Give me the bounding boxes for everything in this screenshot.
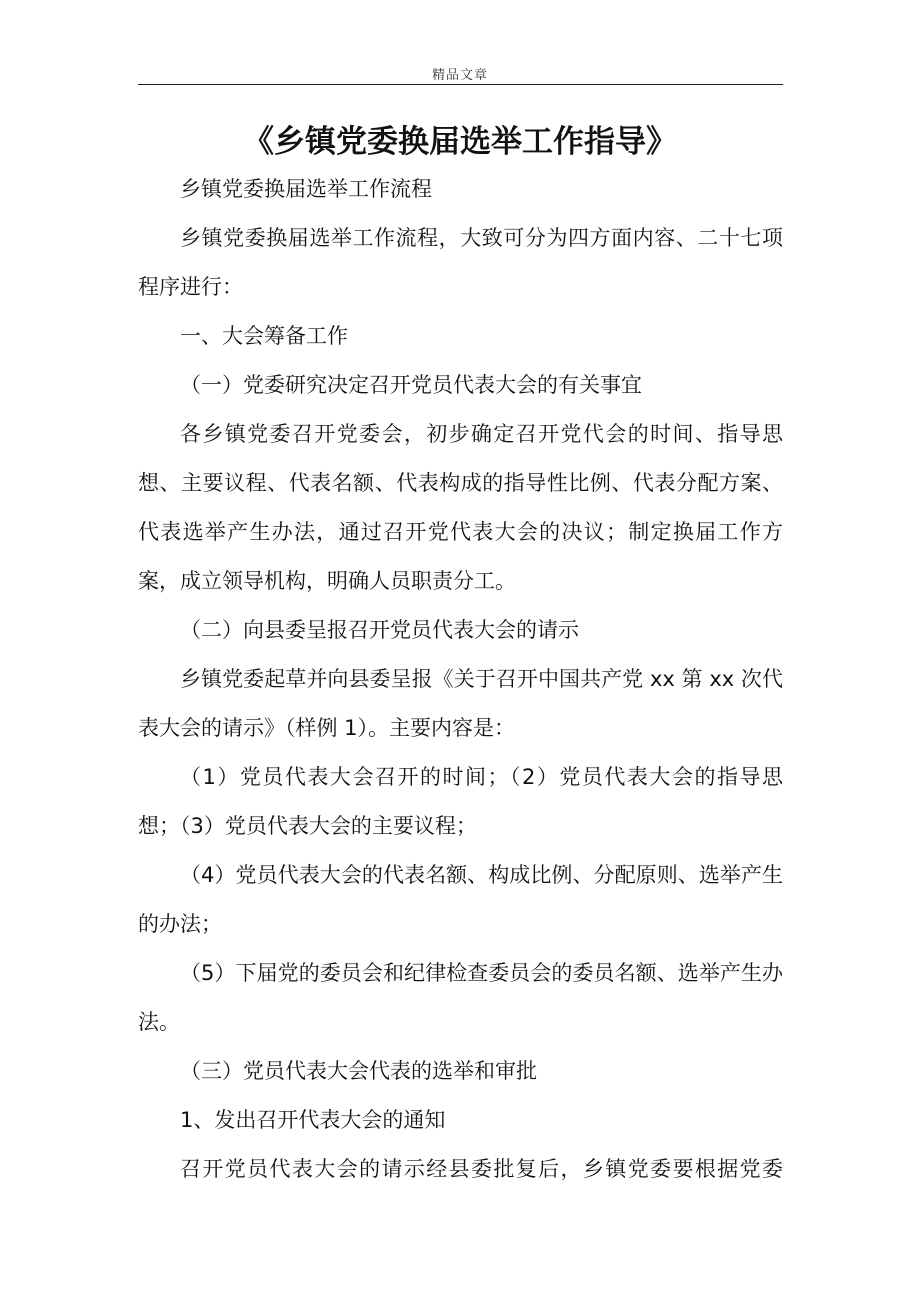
document-title: 《乡镇党委换届选举工作指导》 xyxy=(243,124,677,160)
document-body xyxy=(138,165,783,1194)
paragraph-body-continued: 召开党员代表大会的请示经县委批复后，乡镇党委要根据党委 xyxy=(180,1157,783,1181)
numbered-heading: 1、发出召开代表大会的通知 xyxy=(180,1108,446,1132)
list-item: （5）下届党的委员会和纪律检查委员会的委员名额、选举产生办法。 xyxy=(138,961,783,1034)
subsection-heading-3: （三）党员代表大会代表的选举和审批 xyxy=(180,1059,537,1083)
paragraph-subtitle: 乡镇党委换届选举工作流程 xyxy=(180,177,432,201)
subsection-heading-2: （二）向县委呈报召开党员代表大会的请示 xyxy=(180,618,579,642)
paragraph-body: 乡镇党委起草并向县委呈报《关于召开中国共产党 xx 第 xx 次代表大会的请示》（样例 1）。主要内容是： xyxy=(138,667,783,740)
paragraph-body: 各乡镇党委召开党委会，初步确定召开党代会的时间、指导思想、主要议程、代表名额、代表构成的指导性比例、代表分配方案、代表选举产生办法，通过召开党代表大会的决议；制定换届工作方案，成立领导机构，明确人员职责分工。 xyxy=(138,422,783,593)
page-header: 精品文章 xyxy=(431,68,488,83)
header-divider xyxy=(138,84,783,85)
subsection-heading-1: （一）党委研究决定召开党员代表大会的有关事宜 xyxy=(180,373,642,397)
paragraph-intro: 乡镇党委换届选举工作流程，大致可分为四方面内容、二十七项程序进行： xyxy=(138,226,783,299)
list-item: （4）党员代表大会的代表名额、构成比例、分配原则、选举产生的办法； xyxy=(138,863,783,936)
section-heading-preparation: 一、大会筹备工作 xyxy=(180,324,348,348)
list-item: （1）党员代表大会召开的时间；（2）党员代表大会的指导思想；（3）党员代表大会的主要议程； xyxy=(138,765,783,838)
